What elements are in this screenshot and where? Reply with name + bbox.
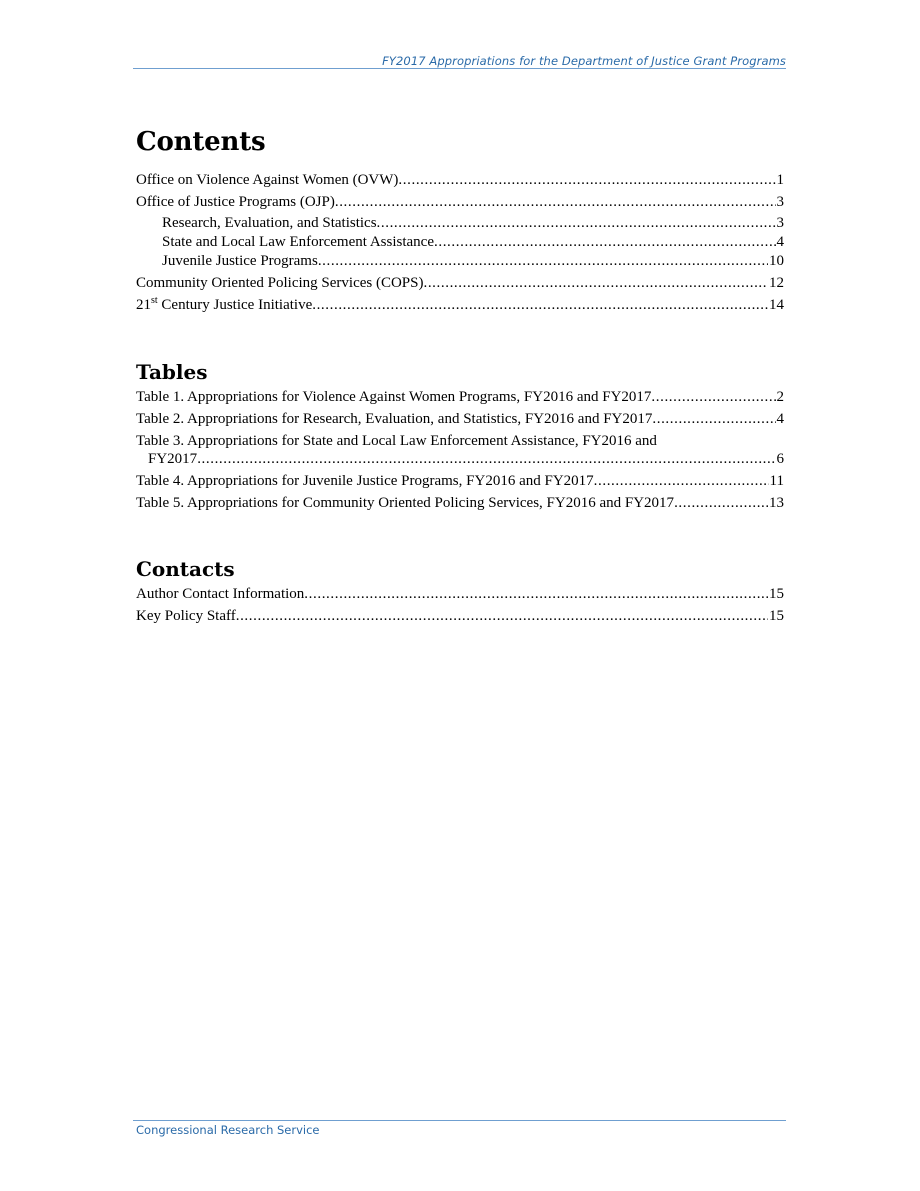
contacts-heading: Contacts xyxy=(136,557,235,581)
dot-leader xyxy=(434,233,776,251)
table-entry-label: Table 1. Appropriations for Violence Against Women Programs, FY2016 and FY2017 xyxy=(136,389,652,405)
toc-entry-juvenile-justice[interactable] xyxy=(136,252,784,270)
table-entry-page: 6 xyxy=(776,451,784,467)
table-entry-label-line2: FY2017 xyxy=(148,451,198,467)
toc-entry-page: 4 xyxy=(776,234,784,250)
toc-entry-page: 3 xyxy=(776,194,784,210)
dot-leader xyxy=(197,450,775,468)
table-entry-label: Table 2. Appropriations for Research, Evaluation, and Statistics, FY2016 and FY2017 xyxy=(136,411,653,427)
toc-entry-21st-century-justice[interactable] xyxy=(136,296,784,314)
table-entry-label: Table 4. Appropriations for Juvenile Justice Programs, FY2016 and FY2017 xyxy=(136,473,594,489)
dot-leader xyxy=(236,607,768,625)
contact-entry-key-policy-staff[interactable] xyxy=(136,607,784,625)
toc-entry-cops[interactable] xyxy=(136,274,784,292)
table-entry-2[interactable] xyxy=(136,410,784,428)
table-entry-page: 13 xyxy=(769,495,784,511)
contact-entry-label: Key Policy Staff xyxy=(136,608,236,624)
toc-label-number: 21 xyxy=(136,297,151,313)
dot-leader xyxy=(318,252,768,270)
table-entry-page: 4 xyxy=(776,411,784,427)
footer-divider xyxy=(133,1120,786,1121)
running-footer: Congressional Research Service xyxy=(136,1123,320,1137)
table-of-contents xyxy=(136,122,784,625)
toc-entry-page: 1 xyxy=(776,172,784,188)
contact-entry-label: Author Contact Information xyxy=(136,586,305,602)
toc-entry-label: State and Local Law Enforcement Assistance xyxy=(162,234,434,250)
table-entry-4[interactable] xyxy=(136,472,784,490)
toc-entry-label: Research, Evaluation, and Statistics xyxy=(162,215,377,231)
toc-entry-page: 3 xyxy=(776,215,784,231)
contact-entry-page: 15 xyxy=(769,608,784,624)
section-spacer xyxy=(136,314,784,356)
toc-entry-state-local-law-enforcement[interactable] xyxy=(136,233,784,251)
dot-leader xyxy=(398,171,775,189)
table-entry-label-line1: Table 3. Appropriations for State and Local Law Enforcement Assistance, FY2016 and xyxy=(136,433,657,449)
table-entry-5[interactable] xyxy=(136,494,784,512)
toc-entry-ovw[interactable] xyxy=(136,171,784,189)
toc-entry-label: Office on Violence Against Women (OVW) xyxy=(136,172,399,188)
contact-entry-page: 15 xyxy=(769,586,784,602)
toc-entry-page: 12 xyxy=(769,275,784,291)
contacts-list xyxy=(136,585,784,625)
toc-label-ordinal: st xyxy=(151,295,158,306)
dot-leader xyxy=(335,193,776,211)
tables-list xyxy=(136,388,784,512)
header-divider xyxy=(133,68,786,69)
section-spacer xyxy=(136,512,784,553)
toc-entry-research-evaluation-statistics[interactable] xyxy=(136,214,784,232)
running-header: FY2017 Appropriations for the Department of Justice Grant Programs xyxy=(382,54,786,68)
toc-entry-label: Juvenile Justice Programs xyxy=(162,253,318,269)
toc-entry-ojp[interactable] xyxy=(136,193,784,211)
table-entry-label: Table 5. Appropriations for Community Oriented Policing Services, FY2016 and FY2017 xyxy=(136,495,675,511)
toc-entry-label xyxy=(136,296,312,314)
dot-leader xyxy=(674,494,768,512)
table-entry-page: 2 xyxy=(776,389,784,405)
table-entry-3[interactable] xyxy=(136,432,784,468)
toc-entry-page: 10 xyxy=(769,253,784,269)
toc-label-text: Century Justice Initiative xyxy=(157,297,313,313)
dot-leader xyxy=(312,296,768,314)
toc-entry-label: Community Oriented Policing Services (COPS) xyxy=(136,275,424,291)
tables-heading: Tables xyxy=(136,360,208,384)
dot-leader xyxy=(423,274,768,292)
table-entry-1[interactable] xyxy=(136,388,784,406)
dot-leader xyxy=(304,585,768,603)
dot-leader xyxy=(377,214,776,232)
contact-entry-author[interactable] xyxy=(136,585,784,603)
contents-list xyxy=(136,171,784,314)
dot-leader xyxy=(652,410,775,428)
dot-leader xyxy=(594,472,769,490)
table-entry-page: 11 xyxy=(769,473,784,489)
toc-entry-page: 14 xyxy=(769,297,784,313)
toc-entry-label: Office of Justice Programs (OJP) xyxy=(136,194,335,210)
dot-leader xyxy=(651,388,775,406)
contents-heading: Contents xyxy=(136,127,266,157)
